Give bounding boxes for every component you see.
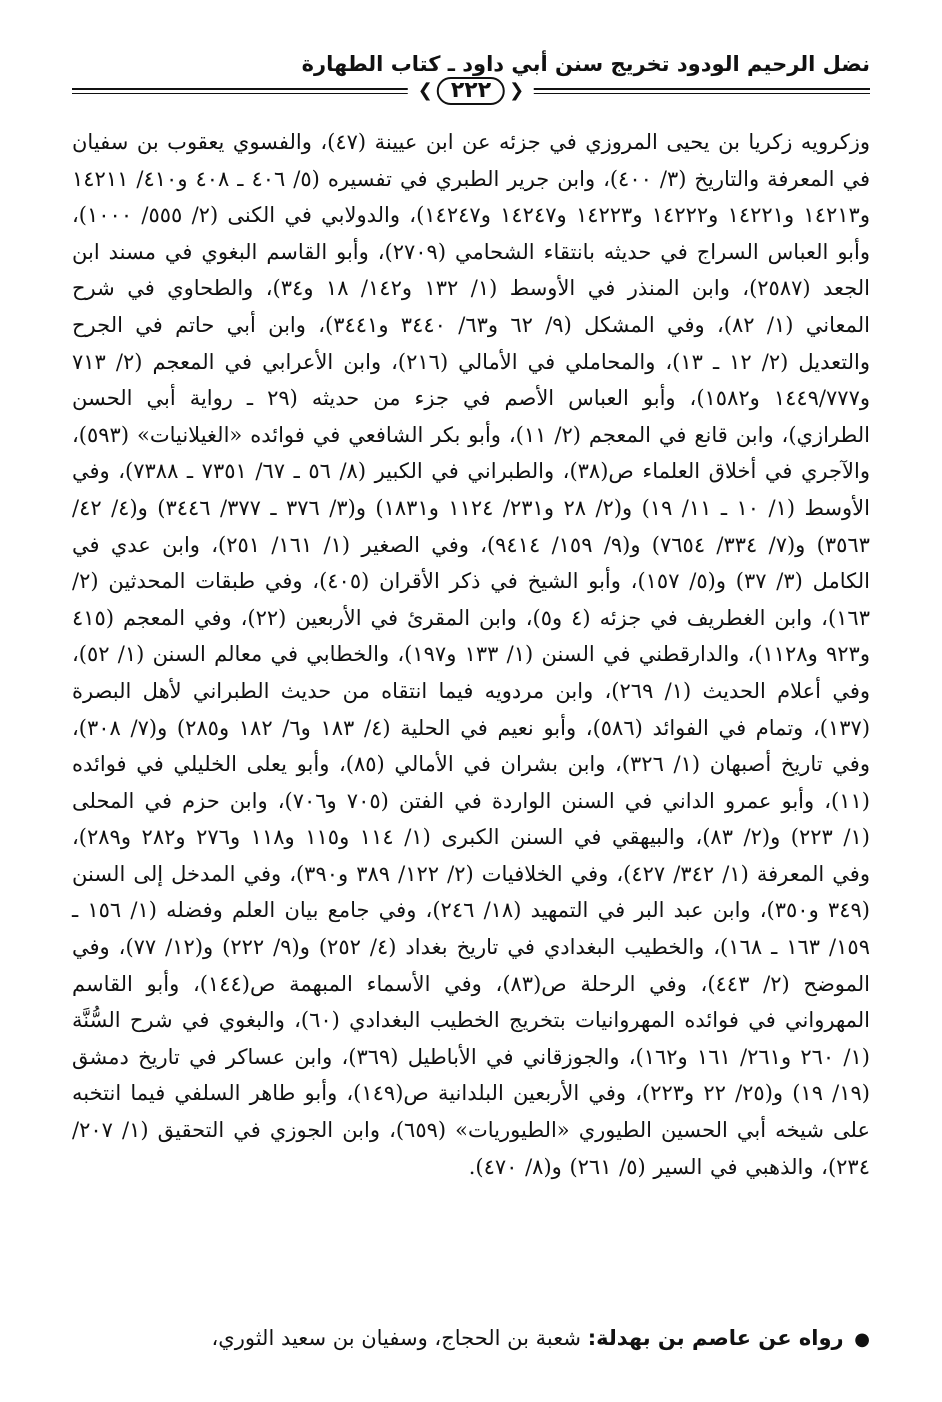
paragraph-continuation: شعبة بن الحجاج، وسفيان بن سعيد الثوري، <box>211 1326 581 1350</box>
page-number-ornament <box>408 76 534 106</box>
running-header-title: نضل الرحيم الودود تخريج سنن أبي داود ـ كتاب الطهارة <box>301 52 870 76</box>
ornament-left-icon: ❮ <box>417 80 433 101</box>
main-paragraph: وزكرويه زكريا بن يحيى المروزي في جزئه عن ابن عيينة (٤٧)، والفسوي يعقوب بن سفيان في المعرفة والتاريخ (٣/ ٤٠٠)، وابن جرير الطبري في تفسيره (٥/ ٤٠٦ ـ ٤٠٨ و٤١٠/ ١٤٢١١ و١٤٢١٣ و١٤٢٢١ و١٤٢٢٢ و١٤٢٢٣ و١٤٢٤٧ و١٤٢٤٧)، والدولابي في الكنى (٢/ ٥٥٥/ ١٠٠٠)، وأبو العباس السراج في حديثه بانتقاء الشحامي (٢٧٠٩)، وأبو القاسم البغوي في مسند ابن الجعد (٢٥٨٧)، وابن المنذر في الأوسط (١/ ١٣٢ و١٤٢/ ١٨ و٣٤)، والطحاوي في شرح المعاني (١/ ٨٢)، وفي المشكل (٩/ ٦٢ و٦٣/ ٣٤٤٠ و٣٤٤١)، وابن أبي حاتم في الجرح والتعديل (٢/ ١٢ ـ ١٣)، والمحاملي في الأمالي (٢١٦)، وابن الأعرابي في المعجم (٢/ ٧١٣ و١٤٤٩/٧٧٧ و١٥٨٢)، وأبو العباس الأصم في جزء من حديثه (٢٩ ـ رواية أبي الحسن الطرازي)، وابن قانع في المعجم (٢/ ١١)، وأبو بكر الشافعي في فوائده «الغيلانيات» (٥٩٣)، والآجري في أخلاق العلماء ص(٣٨)، والطبراني في الكبير (٨/ ٥٦ ـ ٦٧/ ٧٣٥١ ـ ٧٣٨٨)، وفي الأوسط (١/ ١٠ ـ ١١/ ١٩) و(٢/ ٢٨ و٢٣١/ ١١٢٤ و١٨٣١) و(٣/ ٣٧٦ ـ ٣٧٧/ ٣٤٤٦) و(٤/ ٤٢/ ٣٥٦٣) و(٧/ ٣٣٤/ ٧٦٥٤) و(٩/ ١٥٩/ ٩٤١٤)، وفي الصغير (١/ ١٦١/ ٢٥١)، وابن عدي في الكامل (٣/ ٣٧) و(٥/ ١٥٧)، وأبو الشيخ في ذكر الأقران (٤٠٥)، وفي طبقات المحدثين (٢/ ١٦٣)، وابن الغطريف في جزئه (٤ و٥)، وابن المقرئ في الأربعين (٢٢)، وفي المعجم (٤١٥ و٩٢٣ و١١٢٨)، والدارقطني في السنن (١/ ١٣٣ و١٩٧)، والخطابي في معالم السنن (١/ ٥٢)، وفي أعلام الحديث (١/ ٢٦٩)، وابن مردويه فيما انتقاه من حديث الطبراني لأهل البصرة (١٣٧)، وتمام في الفوائد (٥٨٦)، وأبو نعيم في الحلية (٤/ ١٨٣ و٦/ ١٨٢ و٢٨٥) و(٧/ ٣٠٨)، وفي تاريخ أصبهان (١/ ٣٢٦)، وابن بشران في الأمالي (٨٥)، وأبو يعلى الخليلي في فوائده (١١)، وأبو عمرو الداني في السنن الواردة في الفتن (٧٠٥ و٧٠٦)، وابن حزم في المحلى (١/ ٢٢٣) و(٢/ ٨٣)، والبيهقي في السنن الكبرى (١/ ١١٤ و١١٥ و١١٨ و٢٧٦ و٢٨٢ و٢٨٩)، وفي المعرفة (١/ ٣٤٢/ ٤٢٧)، وفي الخلافيات (٢/ ١٢٢/ ٣٨٩ و٣٩٠)، وفي المدخل إلى السنن (٣٤٩ و٣٥٠)، وابن عبد البر في التمهيد (١٨/ ٢٤٦)، وفي جامع بيان العلم وفضله (١/ ١٥٦ ـ ١٥٩/ ١٦٣ ـ ١٦٨)، والخطيب البغدادي في تاريخ بغداد (٤/ ٢٥٢) و(٩/ ٢٢٢) و(١٢/ ٧٧)، وفي الموضح (٢/ ٤٤٣)، وفي الرحلة ص(٨٣)، وفي الأسماء المبهمة ص(١٤٤)، وأبو القاسم المهرواني في فوائده المهروانيات بتخريج الخطيب البغدادي (٦٠)، والبغوي في شرح السُّنَّة (١/ ٢٦٠ و٢٦١/ ١٦١ و١٦٢)، والجوزقاني في الأباطيل (٣٦٩)، وابن عساكر في تاريخ دمشق (١٩/ ١٩) و(٢٥/ ٢٢ و٢٢٣)، وفي الأربعين البلدانية ص(١٤٩)، وأبو طاهر السلفي فيما انتخبه على شيخه أبي الحسين الطيوري «الطيوريات» (٦٥٩)، وابن الجوزي في التحقيق (١/ ٢٠٧/ ٢٣٤)، والذهبي في السير (٥/ ٢٦١) و(٨/ ٤٧٠). <box>72 130 871 1179</box>
paragraph-lead: رواه عن عاصم بن بهدلة: <box>587 1326 844 1350</box>
second-paragraph <box>72 1320 870 1358</box>
page-number: ٢٢٢ <box>437 77 505 105</box>
ornament-right-icon: ❯ <box>509 80 525 101</box>
bullet-icon: ● <box>854 1329 870 1350</box>
